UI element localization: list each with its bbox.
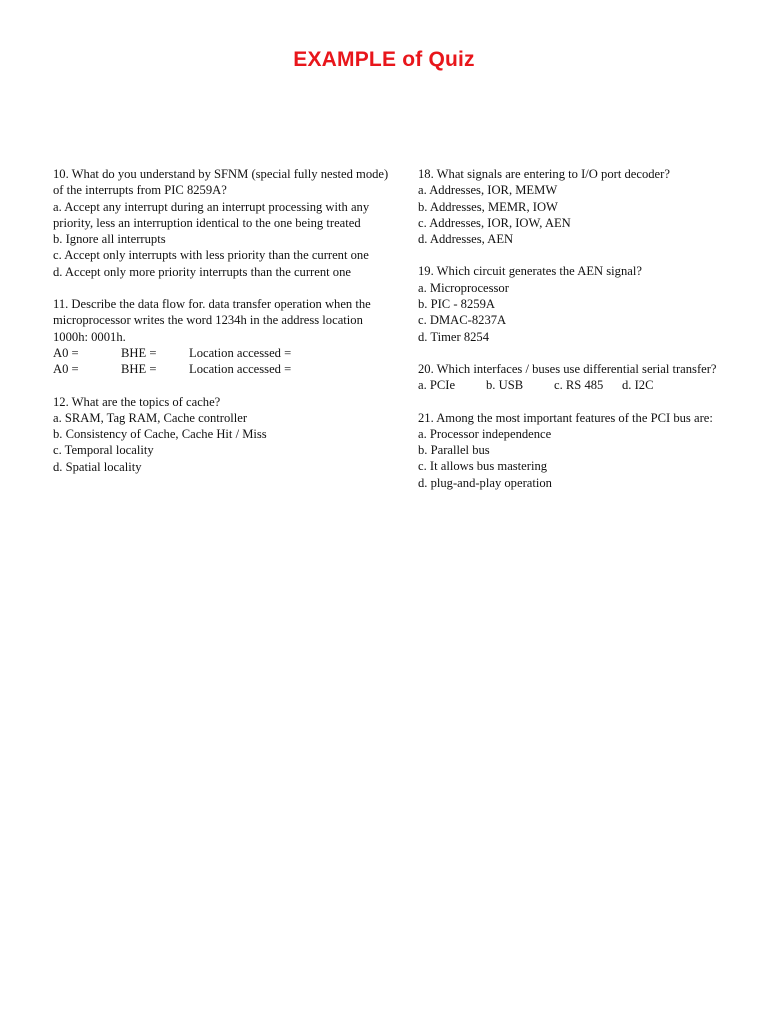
option-c: c. It allows bus mastering (418, 459, 548, 474)
option-a: a. Processor independence (418, 426, 552, 441)
option-d: d. Accept only more priority interrupts than the current one (53, 264, 351, 279)
option-c: c. Accept only interrupts with less priority than the current one (53, 248, 369, 263)
options-row (418, 377, 763, 393)
location-label: Location accessed = (189, 362, 292, 377)
a0-label: A0 = (53, 345, 79, 360)
option-d: d. Timer 8254 (418, 329, 490, 344)
left-column (53, 166, 398, 491)
option-b: b. PIC - 8259A (418, 297, 495, 312)
bhe-label: BHE = (121, 362, 157, 377)
option-a: a. Accept any interrupt during an interrupt processing with any priority, less an interruption identical to the one being treated (53, 199, 373, 230)
location-label: Location accessed = (189, 345, 292, 360)
option-b: b. Parallel bus (418, 443, 490, 458)
option-c: c. Temporal locality (53, 443, 154, 458)
question-12 (53, 394, 398, 475)
question-text: 11. Describe the data flow for. data transfer operation when the microprocessor writes the word 1234h in the address location 1000h: 0001h. (53, 297, 374, 344)
question-text: 10. What do you understand by SFNM (special fully nested mode) of the interrupts from PIC 8259A? (53, 167, 392, 198)
option-d: d. Addresses, AEN (418, 232, 514, 247)
question-10 (53, 166, 398, 280)
bhe-label: BHE = (121, 345, 157, 360)
option-d: d. plug-and-play operation (418, 475, 552, 490)
question-text: 20. Which interfaces / buses use differential serial transfer? (418, 361, 717, 376)
option-a: a. PCIe (418, 378, 456, 393)
option-b: b. USB (486, 378, 524, 393)
option-a: a. Addresses, IOR, MEMW (418, 183, 558, 198)
right-column (418, 166, 763, 507)
option-b: b. Consistency of Cache, Cache Hit / Miss (53, 427, 267, 442)
question-text: 21. Among the most important features of the PCI bus are: (418, 410, 713, 425)
question-21 (418, 410, 763, 491)
option-c: c. Addresses, IOR, IOW, AEN (418, 215, 571, 230)
option-c: c. RS 485 (554, 378, 604, 393)
option-a: a. SRAM, Tag RAM, Cache controller (53, 410, 248, 425)
question-text: 12. What are the topics of cache? (53, 394, 221, 409)
option-a: a. Microprocessor (418, 280, 509, 295)
option-d: d. Spatial locality (53, 459, 142, 474)
option-b: b. Addresses, MEMR, IOW (418, 199, 558, 214)
page-title: EXAMPLE of Quiz (293, 48, 475, 71)
question-text: 18. What signals are entering to I/O port decoder? (418, 167, 670, 181)
question-18 (418, 166, 763, 247)
option-b: b. Ignore all interrupts (53, 232, 166, 247)
question-11 (53, 296, 398, 377)
question-19 (418, 263, 763, 344)
question-20 (418, 361, 763, 394)
question-text: 19. Which circuit generates the AEN signal? (418, 264, 642, 279)
option-c: c. DMAC-8237A (418, 313, 507, 328)
a0-label: A0 = (53, 362, 79, 377)
answer-row (53, 345, 398, 361)
answer-row (53, 361, 398, 377)
option-d: d. I2C (622, 378, 654, 393)
